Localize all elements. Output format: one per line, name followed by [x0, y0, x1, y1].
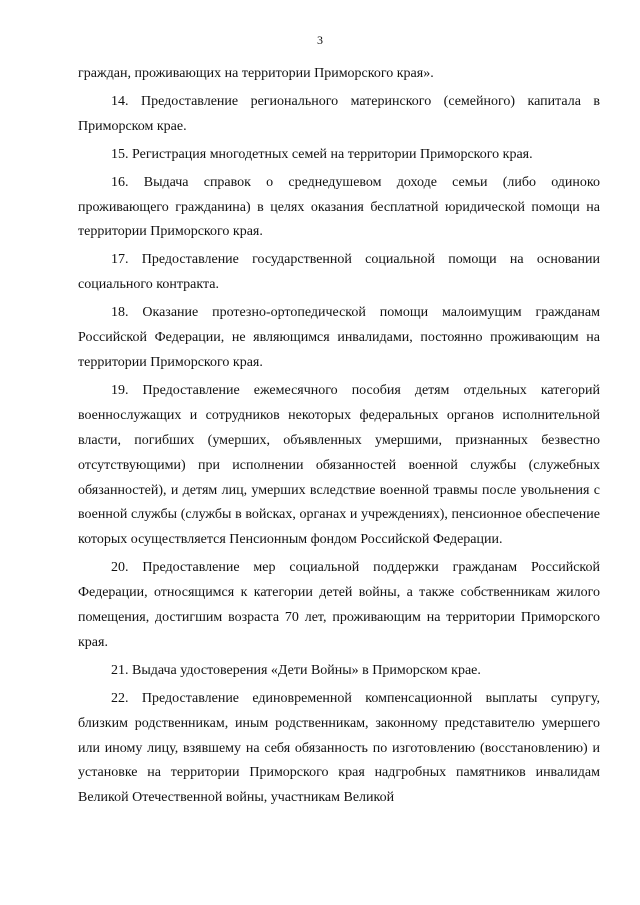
list-item-15: 15. Регистрация многодетных семей на территории Приморского края.: [111, 146, 533, 162]
list-item-14: 14. Предоставление регионального материнского (семейного) капитала в Приморском крае.: [78, 93, 600, 134]
document-body: [78, 62, 600, 811]
continuation-paragraph: граждан, проживающих на территории Приморского края».: [78, 66, 434, 81]
list-item-22: 22. Предоставление единовременной компенсационной выплаты супругу, близким родственникам, иным родственникам, законному представителю умершего или иному лицу, взявшему на себя обязанность по изготовлению (восстановлению) и установке на территории Приморского края надгробных памятников инвалидам Великой Отечественной войны, участникам Великой: [78, 690, 600, 806]
list-item-21: 21. Выдача удостоверения «Дети Войны» в Приморском крае.: [111, 662, 481, 678]
list-item-18: 18. Оказание протезно-ортопедической помощи малоимущим гражданам Российской Федерации, не являющимся инвалидами, постоянно проживающим на территории Приморского края.: [78, 305, 600, 370]
page-number: 3: [317, 33, 323, 47]
list-item-20: 20. Предоставление мер социальной поддержки гражданам Российской Федерации, относящимся к категории детей войны, а также собственникам жилого помещения, достигшим возраста 70 лет, проживающим на территории Приморского края.: [78, 560, 600, 650]
list-item-16: 16. Выдача справок о среднедушевом доходе семьи (либо одиноко проживающего гражданина) в целях оказания бесплатной юридической помощи на территории Приморского края.: [78, 174, 600, 240]
list-item-19: 19. Предоставление ежемесячного пособия детям отдельных категорий военнослужащих и сотрудников некоторых федеральных органов исполнительной власти, погибших (умерших, объявленных умершими, признанных безвестно отсутствующими) при исполнении обязанностей военной службы (служебных обязанностей), и детям лиц, умерших вследствие военной травмы после увольнения с военной службы (службы в войсках, органах и учреждениях), пенсионное обеспечение которых осуществляется Пенсионным фондом Российской Федерации.: [78, 382, 600, 548]
list-item-17: 17. Предоставление государственной социальной помощи на основании социального контракта.: [78, 252, 600, 293]
